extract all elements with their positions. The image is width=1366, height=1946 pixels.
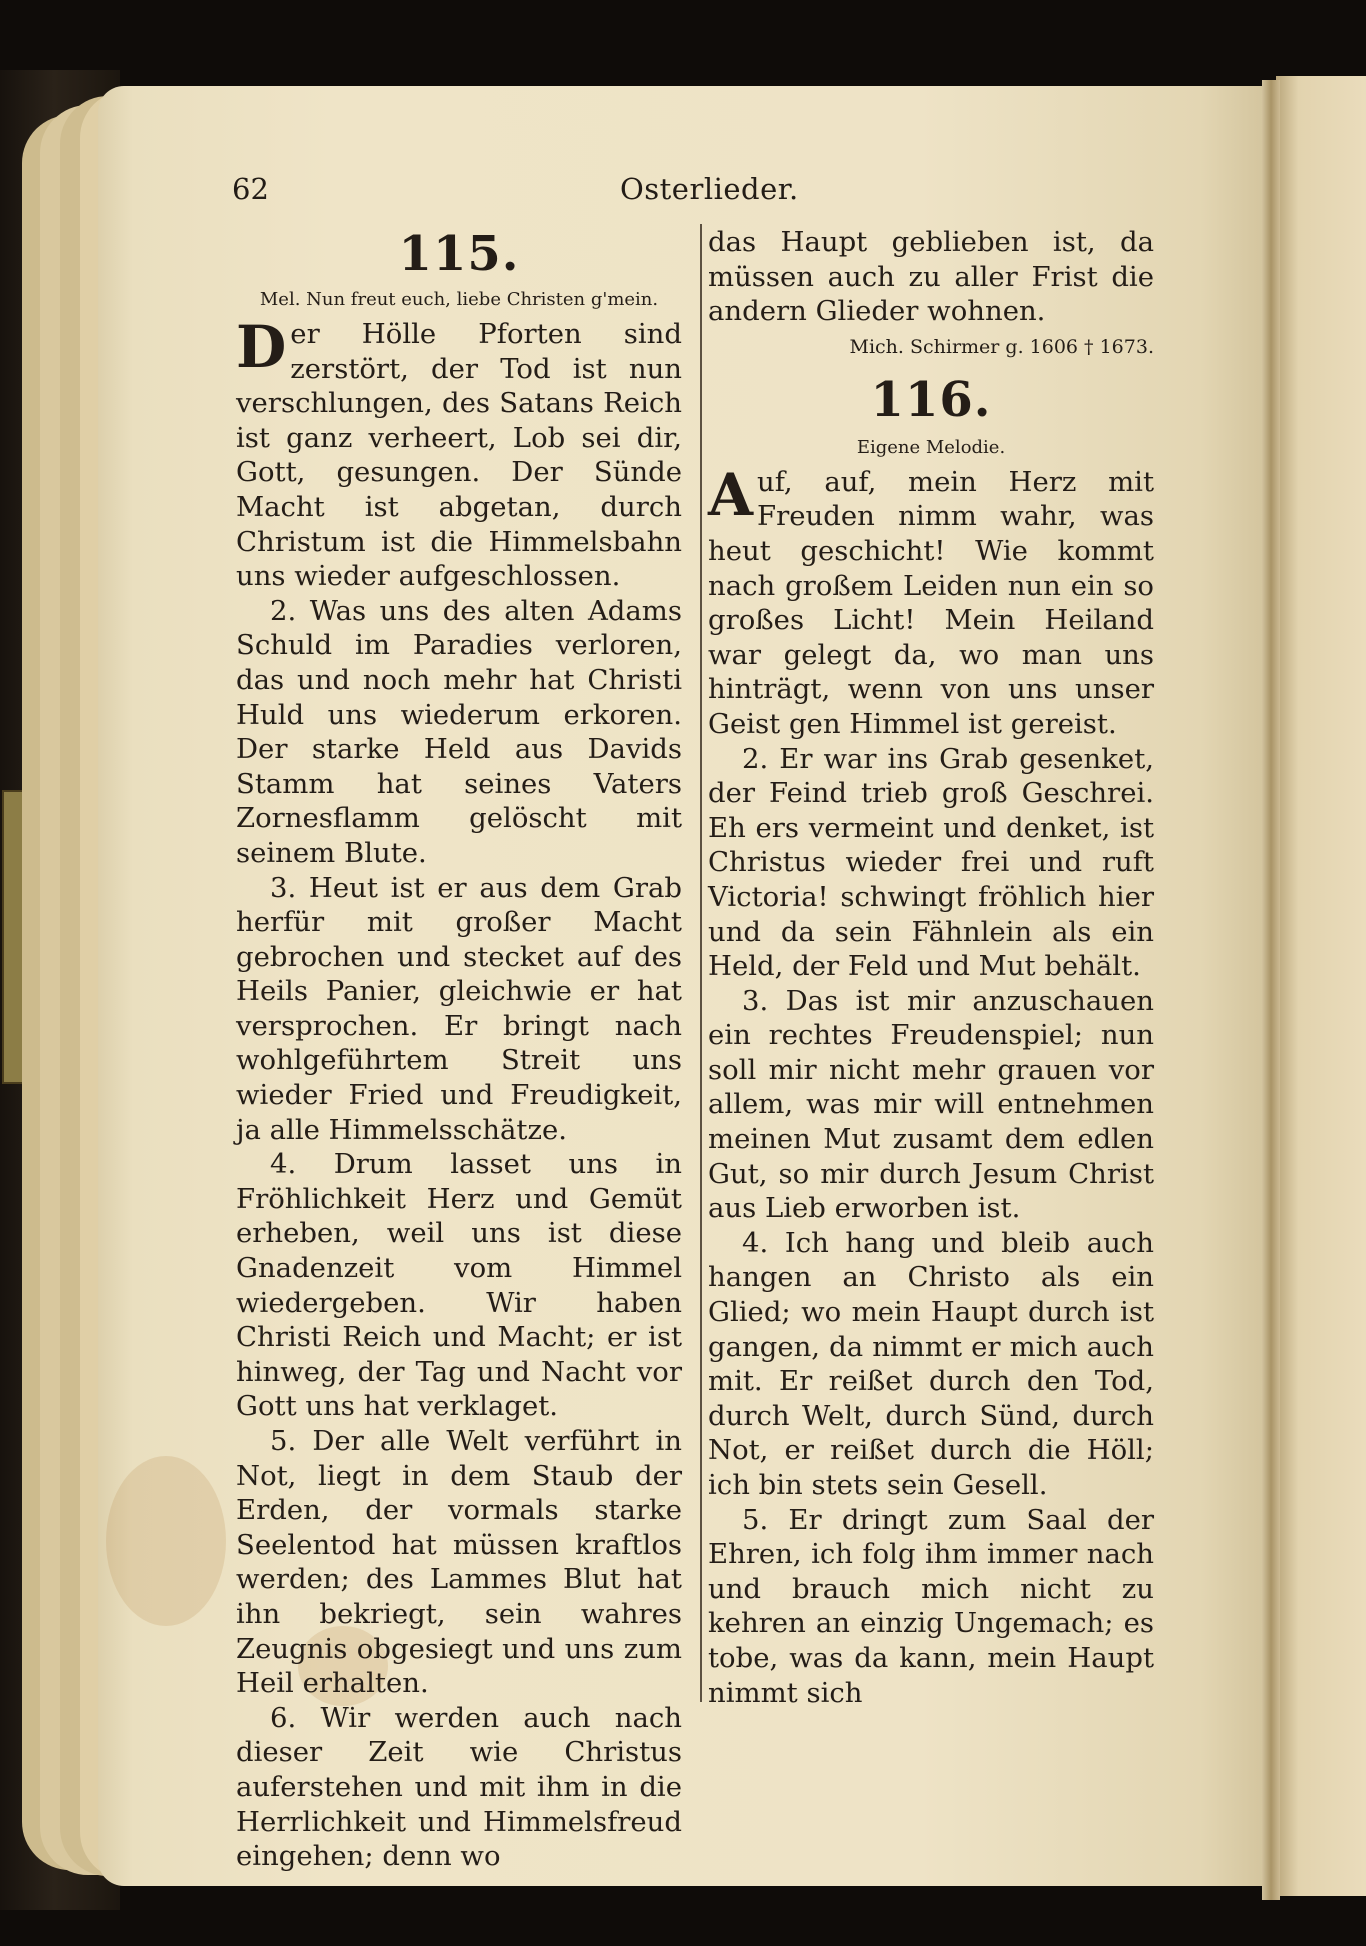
stanza: 4. Ich hang und bleib auch hangen an Christo als ein Glied; wo mein Haupt durch ist gangen, da nimmt er mich auch mit. Er reißet durch den Tod, durch Welt, durch Sünd, durch Not, er reißet durch die Höll; ich bin stets sein Gesell. <box>708 1226 1154 1501</box>
drop-cap-initial: D <box>236 313 287 381</box>
stanza: 2. Er war ins Grab gesenket, der Feind trieb groß Geschrei. Eh ers vermeint und denket, ist Christus wieder frei und ruft Victoria! schwingt fröhlich hier und da sein Fähnlein als ein Held, der Feld und Mut behält. <box>708 742 1154 983</box>
hymn-number: 116. <box>870 371 992 428</box>
stanza: 6. Wir werden auch nach dieser Zeit wie Christus auferstehen und mit ihm in die Herrlichkeit und Himmelsfreud eingehen; denn wo <box>236 1701 682 1873</box>
stanza: 3. Das ist mir anzuschauen ein rechtes Freudenspiel; nun soll mir nicht mehr grauen vor allem, was mir will entnehmen meinen Mut zusamt dem edlen Gut, so mir durch Jesum Christ aus Lieb erworben ist. <box>708 984 1154 1225</box>
foxing-stain <box>106 1456 226 1626</box>
stanza-text: er Hölle Pforten sind zerstört, der Tod ist nun verschlungen, des Satans Reich ist ganz verheert, Lob sei dir, Gott, gesungen. Der Sünde Macht ist abgetan, durch Christum ist die Himmelsbahn uns wieder aufgeschlossen. <box>236 318 682 593</box>
page-number: 62 <box>232 172 269 206</box>
stanza: 5. Er dringt zum Saal der Ehren, ich folg ihm immer nach und brauch mich nicht zu kehren an einzig Ungemach; es tobe, was da kann, mein Haupt nimmt sich <box>708 1503 1154 1709</box>
melody-line: Eigene Melodie. <box>856 436 1006 458</box>
right-column <box>708 225 1154 1710</box>
stanza <box>708 460 1154 742</box>
stanza <box>236 313 682 594</box>
running-head: Osterlieder. <box>620 172 799 206</box>
column-divider <box>700 224 702 1702</box>
stanza: 4. Drum lasset uns in Fröhlichkeit Herz und Gemüt erheben, weil uns ist diese Gnadenzeit vom Himmel wiedergeben. Wir haben Christi Reich und Macht; er ist hinweg, der Tag und Nacht vor Gott uns hat verklaget. <box>236 1148 682 1423</box>
stanza-text: uf, auf, mein Herz mit Freuden nimm wahr, was heut geschicht! Wie kommt nach großem Leiden nun ein so großes Licht! Mein Heiland war gelegt da, wo man uns hinträgt, wenn von uns unser Geist gen Himmel ist gereist. <box>708 465 1154 740</box>
author-attribution: Mich. Schirmer g. 1606 † 1673. <box>849 335 1154 358</box>
facing-page-edge <box>1276 76 1366 1896</box>
stanza: 3. Heut ist er aus dem Grab herfür mit großer Macht gebrochen und stecket auf des Heils Panier, gleichwie er hat versprochen. Er bringt nach wohlgeführtem Streit uns wieder Fried und Freudigkeit, ja alle Himmelsschätze. <box>236 871 682 1146</box>
left-column <box>236 225 682 1874</box>
melody-line: Mel. Nun freut euch, liebe Christen g'mein. <box>259 289 659 310</box>
stanza: 5. Der alle Welt verführt in Not, liegt in dem Staub der Erden, der vormals starke Seelentod hat müssen kraftlos werden; des Lammes Blut hat ihn bekriegt, sein wahres Zeugnis obgesiegt und uns zum Heil erhalten. <box>236 1425 682 1700</box>
stanza: 2. Was uns des alten Adams Schuld im Paradies verloren, das und noch mehr hat Christi Huld uns wiederum erkoren. Der starke Held aus Davids Stamm hat seines Vaters Zornesflamm gelöscht mit seinem Blute. <box>236 594 682 869</box>
drop-cap-initial: A <box>708 460 754 529</box>
stanza-continuation: das Haupt geblieben ist, da müssen auch zu aller Frist die andern Glieder wohnen. <box>708 226 1154 328</box>
dark-background <box>60 0 1366 70</box>
gutter-fold <box>1262 80 1280 1900</box>
hymn-number: 115. <box>398 226 520 282</box>
